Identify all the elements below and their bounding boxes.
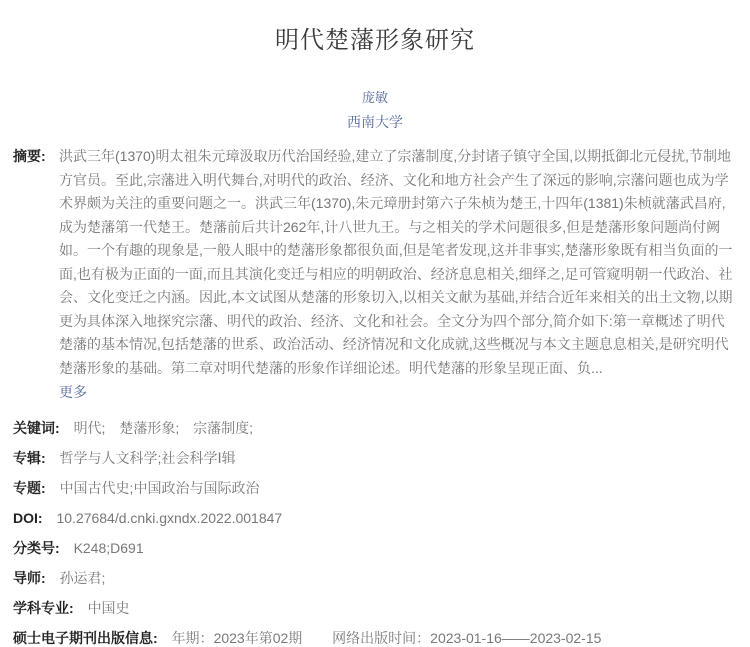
abstract-label: 摘要: bbox=[13, 148, 46, 164]
institution-link[interactable]: 西南大学 bbox=[347, 114, 403, 130]
field-row-clc bbox=[0, 540, 750, 557]
album-label: 专辑: bbox=[13, 449, 46, 466]
doi-value: 10.27684/d.cnki.gxndx.2022.001847 bbox=[56, 509, 283, 526]
topic-label: 专题: bbox=[13, 479, 46, 496]
year-issue-label: 年期： bbox=[171, 629, 214, 646]
page-title: 明代楚藩形象研究 bbox=[275, 27, 475, 54]
author-line bbox=[0, 90, 750, 106]
online-time-value: 2023-01-16——2023-02-15 bbox=[430, 629, 602, 646]
abstract-text: 洪武三年(1370)明太祖朱元璋汲取历代治国经验,建立了宗藩制度,分封诸子镇守全国,以期抵御北元侵扰,节制地方官员。至此,宗藩进入明代舞台,对明代的政治、经济、文化和地方社会产生了深远的影响,宗藩问题也成为学术界颇为关注的重要问题之一。洪武三年(1370),朱元璋册封第六子朱桢为楚王,十四年(1381)朱桢就藩武昌府,成为楚藩第一代楚王。楚藩前后共计262年,计八世九王。与之相关的学术问题很多,但是楚藩形象问题尚付阙如。一个有趣的现象是,一般人眼中的楚藩形象都很负面,但是笔者发现,这并非事实,楚藩形象既有相当负面的一面,也有极为正面的一面,而且其演化变迁与相应的明朝政治、经济息息相关,细绎之,足可管窥明朝一代政治、社会、文化变迁之内涵。因此,本文试图从楚藩的形象切入,以相关文献为基础,并结合近年来相关的出土文物,以期更为具体深入地探究宗藩、明代的政治、经济、文化和社会。全文分为四个部分,简介如下:第一章概述了明代楚藩的基本情况,包括楚藩的世系、政治活动、经济情况和文化成就,这些概况与本文主题息息相关,是研究明代楚藩形象的基础。第二章对明代楚藩的形象作详细论述。明代楚藩的形象呈现正面、负... bbox=[59, 148, 733, 376]
field-row-major bbox=[0, 600, 750, 617]
publication-label: 硕士电子期刊出版信息: bbox=[13, 629, 158, 646]
field-row-doi bbox=[0, 510, 750, 527]
abstract-more-line bbox=[59, 381, 736, 405]
supervisor-label: 导师: bbox=[13, 569, 46, 586]
more-link[interactable]: 更多 bbox=[59, 384, 87, 400]
field-row-publication bbox=[0, 630, 750, 647]
institution-line bbox=[0, 114, 750, 131]
clc-value: K248;D691 bbox=[73, 539, 144, 556]
publication-year-issue bbox=[172, 630, 303, 646]
metadata-rows bbox=[0, 420, 750, 647]
supervisor-link[interactable]: 孙运君; bbox=[59, 569, 106, 586]
keyword-link[interactable]: 宗藩制度; bbox=[193, 419, 254, 436]
author-link[interactable]: 庞敏 bbox=[361, 90, 388, 105]
field-row-topic bbox=[0, 480, 750, 497]
publication-online-time bbox=[332, 630, 601, 646]
album-value: 哲学与人文科学;社会科学Ⅰ辑 bbox=[59, 449, 236, 466]
keyword-link[interactable]: 楚藩形象; bbox=[119, 419, 180, 436]
field-row-album bbox=[0, 450, 750, 467]
keyword-link[interactable]: 明代; bbox=[73, 419, 106, 436]
major-label: 学科专业: bbox=[13, 599, 74, 616]
clc-label: 分类号: bbox=[13, 539, 60, 556]
doi-label: DOI: bbox=[13, 509, 43, 526]
major-value: 中国史 bbox=[87, 599, 130, 616]
online-time-label: 网络出版时间： bbox=[332, 629, 431, 646]
year-issue-value: 2023年第02期 bbox=[213, 629, 303, 646]
field-row-supervisor bbox=[0, 570, 750, 587]
topic-value: 中国古代史;中国政治与国际政治 bbox=[59, 479, 260, 496]
field-row-keywords bbox=[0, 420, 750, 437]
abstract-section bbox=[0, 145, 750, 405]
keywords-label: 关键词: bbox=[13, 419, 60, 436]
